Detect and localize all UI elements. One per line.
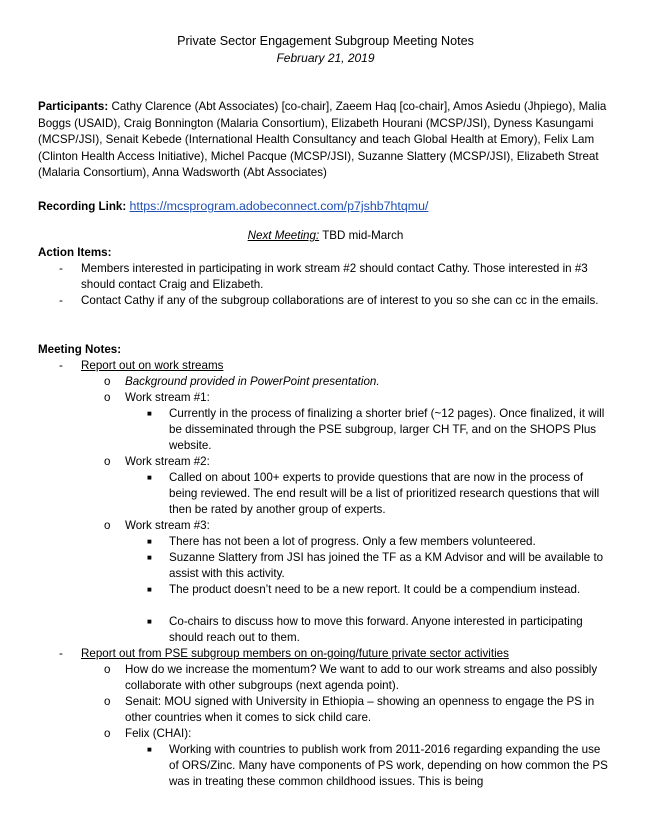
participants-list: Cathy Clarence (Abt Associates) [co-chair], Zaeem Haq [co-chair], Amos Asiedu (Jhpiego), Malia Boggs (USAID), Craig Bonnington (Malaria Consortium), Elizabeth Hourani (MCSP/JSI), Dyness Kasungami (MCSP/JSI), Senait Kebede (International Health Consultancy and teach Global Health at Emory), Felix Lam (Clinton Health Access Initiative), Michel Pacque (MCSP/JSI), Suzanne Slattery (MCSP/JSI), Elizabeth Streat (Malaria Consortium), Anna Wadsworth (Abt Associates): [38, 100, 607, 179]
list-bullet: ■: [147, 537, 152, 546]
list-bullet: ■: [147, 409, 152, 418]
felix-point: Working with countries to publish work from 2011-2016 regarding expanding the use of ORS/Zinc. Many have components of PS work, depending on how common the PS was in treating these common childhood issues. This is being: [169, 743, 608, 788]
list-bullet: ■: [147, 617, 152, 626]
member-report-item: How do we increase the momentum? We want to add to our work streams and also possibly collaborate with other subgroups (next agenda point).: [125, 663, 598, 692]
list-bullet: o: [104, 663, 111, 676]
action-items-heading: Action Items:: [38, 246, 112, 259]
list-bullet: ■: [147, 473, 152, 482]
work-stream-2-title: Work stream #2:: [125, 455, 210, 468]
background-note: Background provided in PowerPoint presentation.: [125, 375, 380, 388]
list-bullet: -: [59, 262, 63, 275]
list-bullet: o: [104, 727, 111, 740]
next-meeting-line: [0, 228, 651, 244]
participants-label: Participants:: [38, 100, 109, 113]
section-title-work-streams: Report out on work streams: [81, 359, 224, 372]
work-stream-3-point: Co-chairs to discuss how to move this forward. Anyone interested in participating should reach out to them.: [169, 615, 583, 644]
member-report-item: Senait: MOU signed with University in Ethiopia – showing an openness to engage the PS in other countries when it comes to sick child care.: [125, 695, 595, 724]
list-bullet: o: [104, 391, 111, 404]
list-bullet: -: [59, 294, 63, 307]
work-stream-2-point: Called on about 100+ experts to provide questions that are now in the process of being reviewed. The end result will be a list of prioritized research questions that will then be rated by another group of experts.: [169, 471, 600, 516]
work-stream-3-point: Suzanne Slattery from JSI has joined the TF as a KM Advisor and will be available to assist with this activity.: [169, 551, 604, 580]
list-bullet: ■: [147, 585, 152, 594]
action-item: Members interested in participating in work stream #2 should contact Cathy. Those interested in #3 should contact Craig and Elizabeth.: [81, 262, 588, 291]
list-bullet: ■: [147, 553, 152, 562]
work-stream-3-point: There has not been a lot of progress. Only a few members volunteered.: [169, 535, 536, 548]
list-bullet: ■: [147, 745, 152, 754]
action-item: Contact Cathy if any of the subgroup collaborations are of interest to you so she can cc in the emails.: [81, 294, 599, 307]
work-stream-3-point: The product doesn’t need to be a new report. It could be a compendium instead.: [169, 583, 581, 596]
meeting-date: February 21, 2019: [276, 51, 375, 65]
section-title-member-reports: Report out from PSE subgroup members on on-going/future private sector activities: [81, 647, 509, 660]
document-title: Private Sector Engagement Subgroup Meeting Notes: [177, 34, 474, 48]
member-report-item: Felix (CHAI):: [125, 727, 192, 740]
list-bullet: o: [104, 375, 111, 388]
work-stream-1-point: Currently in the process of finalizing a shorter brief (~12 pages). Once finalized, it will be disseminated through the PSE subgroup, larger CH TF, and on the SHOPS Plus website.: [169, 407, 605, 452]
list-bullet: -: [59, 359, 63, 372]
work-stream-1-title: Work stream #1:: [125, 391, 210, 404]
work-stream-3-title: Work stream #3:: [125, 519, 210, 532]
list-bullet: o: [104, 519, 111, 532]
next-meeting-value: TBD mid-March: [322, 229, 404, 242]
recording-label: Recording Link:: [38, 200, 127, 213]
list-bullet: -: [59, 647, 63, 660]
list-bullet: o: [104, 455, 111, 468]
list-bullet: o: [104, 695, 111, 708]
recording-link[interactable]: https://mcsprogram.adobeconnect.com/p7jshb7htqmu/: [129, 199, 429, 213]
next-meeting-label: Next Meeting:: [247, 229, 320, 242]
recording-line: [38, 198, 638, 215]
meeting-notes-heading: Meeting Notes:: [38, 343, 122, 356]
participants-paragraph: [38, 99, 613, 182]
